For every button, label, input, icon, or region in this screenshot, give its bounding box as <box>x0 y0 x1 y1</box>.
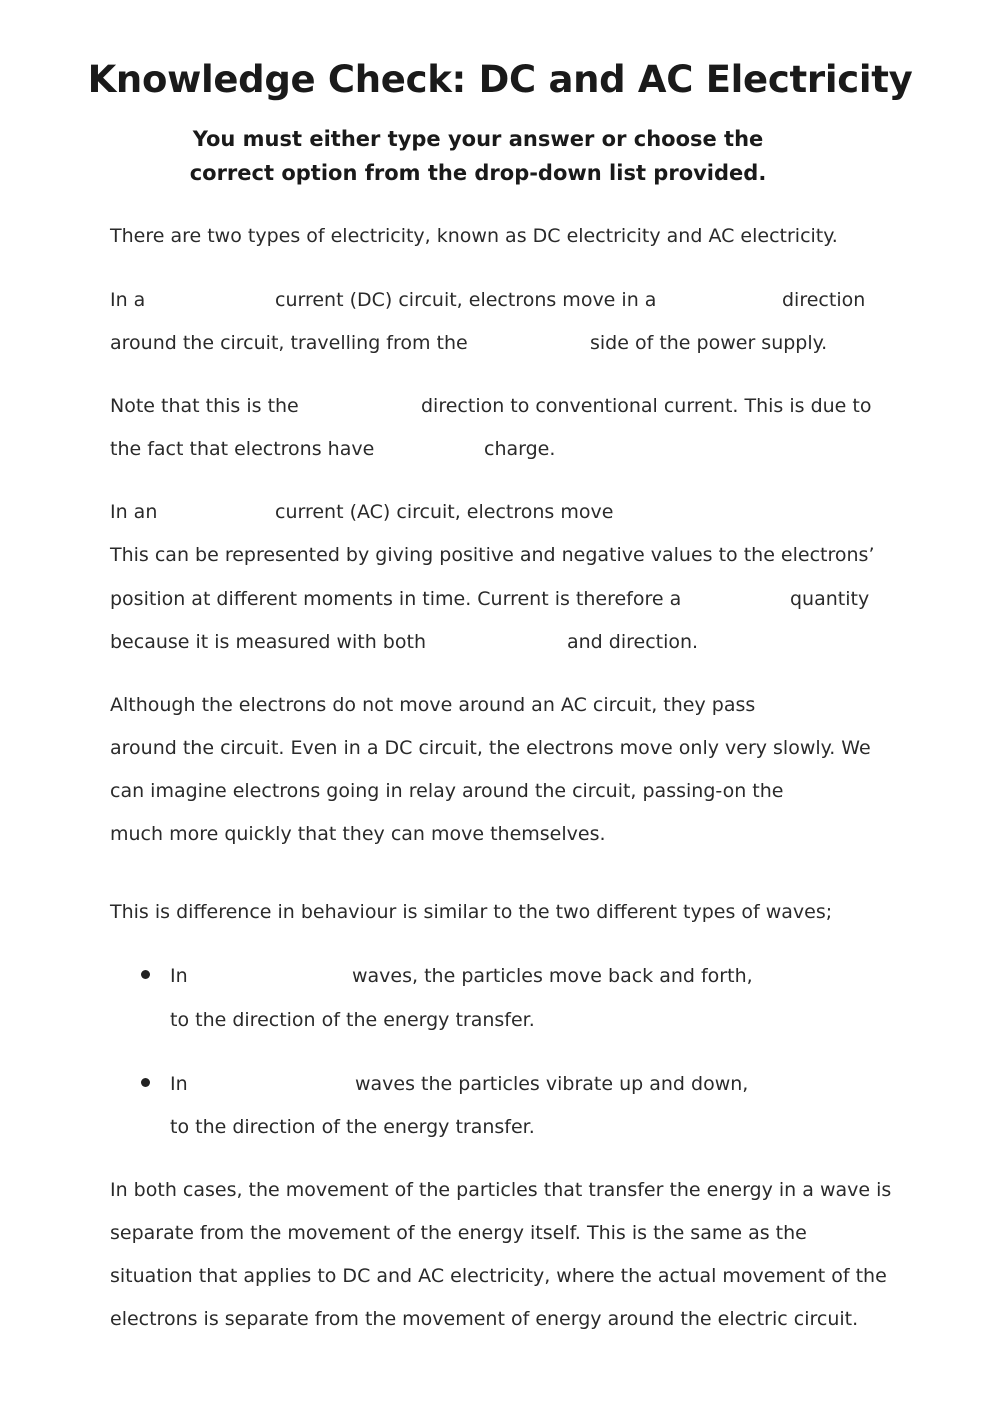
p6-text-c: situation that applies to DC and AC electricity, where the actual movement of the <box>110 1265 887 1287</box>
p3-text-g: and direction. <box>567 631 699 653</box>
blank-quantity-type[interactable] <box>690 584 784 612</box>
bullet2-text-c: to the direction of the energy transfer. <box>170 1116 535 1138</box>
bullet1-text-a: In <box>170 965 188 987</box>
blank-pass-what[interactable] <box>762 690 872 718</box>
blank-ac-type[interactable] <box>162 497 268 525</box>
p3-text-b: current (AC) circuit, electrons move <box>275 501 614 523</box>
p3-text-e: quantity <box>790 588 870 610</box>
p1-text-d: around the circuit, travelling from the <box>110 332 468 354</box>
bullet1-text-c: to the direction of the energy transfer. <box>170 1009 535 1031</box>
bullet2-text-b: waves the particles vibrate up and down, <box>355 1073 749 1095</box>
p1-text-a: In a <box>110 289 146 311</box>
blank-opposite-direction[interactable] <box>304 391 414 419</box>
blank-supply-side[interactable] <box>474 328 584 356</box>
p6-text-a: In both cases, the movement of the particles that transfer the energy in a wave is <box>110 1179 892 1201</box>
bullet2-text-a: In <box>170 1073 188 1095</box>
blank-orientation-1[interactable] <box>758 961 874 989</box>
blank-charge[interactable] <box>378 434 478 462</box>
blank-wave-type-2[interactable] <box>194 1069 346 1097</box>
p2-text-b: direction to conventional current. This is due to <box>421 395 872 417</box>
intro-text: There are two types of electricity, known as DC electricity and AC electricity. <box>110 225 838 247</box>
p3-text-a: In an <box>110 501 158 523</box>
p3-text-c: This can be represented by giving positive and negative values to the electrons’ <box>110 544 875 566</box>
p4-text-a: Although the electrons do not move around an AC circuit, they pass <box>110 694 756 716</box>
instructions <box>0 122 956 190</box>
p6-text-b: separate from the movement of the energy itself. This is the same as the <box>110 1222 807 1244</box>
p1-text-c: direction <box>782 289 866 311</box>
blank-wave-type-1[interactable] <box>194 961 344 989</box>
p1-text-e: side of the power supply. <box>590 332 828 354</box>
p1-text-b: current (DC) circuit, electrons move in a <box>275 289 657 311</box>
p6-text-d: electrons is separate from the movement of energy around the electric circuit. <box>110 1308 859 1330</box>
p2-text-d: charge. <box>484 438 556 460</box>
instructions-line-1: You must either type your answer or choose the <box>192 127 764 151</box>
instructions-line-2: correct option from the drop-down list provided. <box>189 161 767 185</box>
page-title: Knowledge Check: DC and AC Electricity <box>87 58 913 101</box>
p4-text-c: can imagine electrons going in relay around the circuit, passing-on the <box>110 780 784 802</box>
blank-orientation-2[interactable] <box>754 1069 874 1097</box>
bullet1-text-b: waves, the particles move back and forth, <box>352 965 753 987</box>
blank-passing-on[interactable] <box>784 776 874 804</box>
blank-ac-movement[interactable] <box>620 497 870 525</box>
p2-text-c: the fact that electrons have <box>110 438 375 460</box>
blank-dc-direction[interactable] <box>660 285 776 313</box>
p2-text-a: Note that this is the <box>110 395 299 417</box>
p5-text: This is difference in behaviour is similar to the two different types of waves; <box>110 901 833 923</box>
blank-magnitude[interactable] <box>430 627 560 655</box>
p3-text-d: position at different moments in time. Current is therefore a <box>110 588 682 610</box>
blank-dc-type[interactable] <box>150 285 268 313</box>
p4-text-d: much more quickly that they can move themselves. <box>110 823 606 845</box>
p4-text-b: around the circuit. Even in a DC circuit, the electrons move only very slowly. We <box>110 737 871 759</box>
bullet-dot <box>141 1078 150 1087</box>
bullet-dot <box>141 970 150 979</box>
p3-text-f: because it is measured with both <box>110 631 426 653</box>
